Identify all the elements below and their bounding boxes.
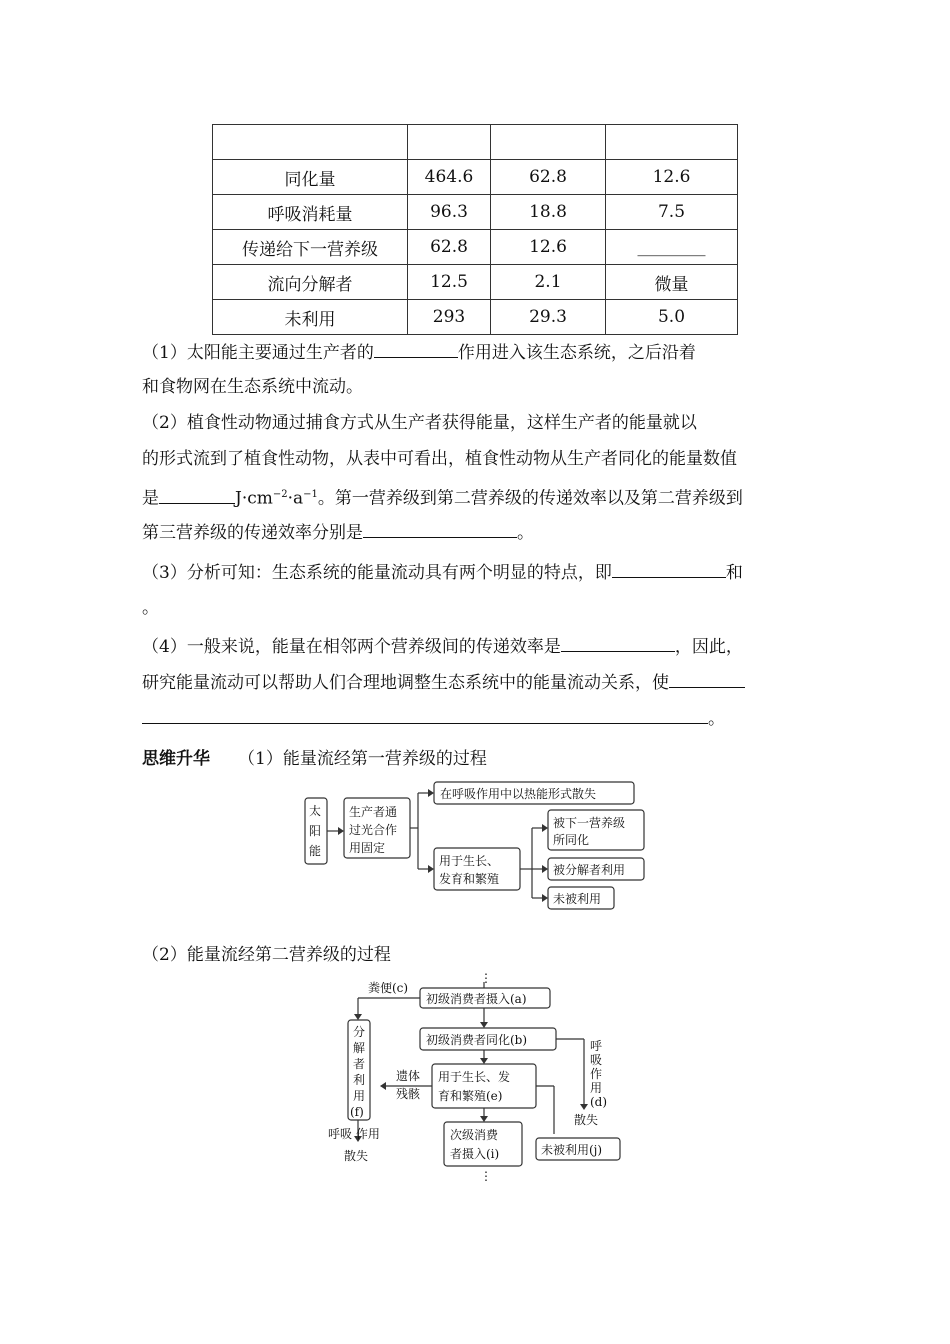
table-cell <box>606 125 738 160</box>
q2-unit-b: ·a <box>287 488 304 509</box>
table-cell <box>213 125 408 160</box>
table-cell: 293 <box>408 300 491 335</box>
question-4-line-1 <box>142 634 812 658</box>
answer-blank[interactable] <box>159 486 235 504</box>
question-4-line-2 <box>142 670 812 694</box>
answer-blank[interactable] <box>669 670 745 688</box>
q4-text-d: 。 <box>708 709 725 729</box>
resp-d-3: 作 <box>590 1067 603 1081</box>
table-cell: ________ <box>606 230 738 265</box>
decomp2-5: 用 <box>353 1089 366 1103</box>
respiration-label: 在呼吸作用中以热能形式散失 <box>440 787 597 801</box>
question-3-line-1 <box>142 560 812 584</box>
table-row <box>213 265 738 300</box>
summary-heading <box>142 744 487 769</box>
table-cell: 微量 <box>606 265 738 300</box>
feces-label: 粪便(c) <box>368 981 409 995</box>
q2-unit-exp2: −1 <box>303 489 318 500</box>
resp-d-1: 呼 <box>590 1039 603 1053</box>
energy-flow-table <box>212 124 738 335</box>
question-2-line-2 <box>142 448 812 470</box>
table-cell: 62.8 <box>491 160 606 195</box>
growth-label-1: 用于生长、 <box>439 854 500 868</box>
intake-label: 初级消费者摄入(a) <box>426 992 527 1006</box>
table-cell: 7.5 <box>606 195 738 230</box>
q2-text-c1: 是 <box>142 488 159 509</box>
q4-text-c: 研究能量流动可以帮助人们合理地调整生态系统中的能量流动关系，使 <box>142 673 669 693</box>
question-3-line-2 <box>142 596 812 619</box>
question-1-line-2 <box>142 376 812 398</box>
diagram-first-level <box>300 776 660 914</box>
question-2-line-3 <box>142 484 812 510</box>
diagram-second-level <box>322 968 622 1188</box>
lost-f-label: 散失 <box>344 1149 369 1163</box>
q3-text-b: 和 <box>725 563 743 583</box>
table-cell <box>491 125 606 160</box>
producer-label-2: 过光合作 <box>349 823 398 837</box>
remains-label-2: 残骸 <box>396 1087 421 1101</box>
growth2-label-1: 用于生长、发 <box>438 1070 511 1084</box>
q3-text-a: （3）分析可知：生态系统的能量流动具有两个明显的特点，即 <box>142 563 612 583</box>
summary-sub1: （1）能量流经第一营养级的过程 <box>238 749 487 769</box>
table-cell: 5.0 <box>606 300 738 335</box>
table-cell: 18.8 <box>491 195 606 230</box>
table-cell: 未利用 <box>213 300 408 335</box>
sun-label-2: 阳 <box>309 824 322 838</box>
table-cell: 呼吸消耗量 <box>213 195 408 230</box>
q3-text-c: 。 <box>142 598 159 618</box>
resp-f-label: 呼吸 作用 <box>328 1127 380 1141</box>
answer-blank[interactable] <box>561 634 675 652</box>
table-cell: 464.6 <box>408 160 491 195</box>
producer-label-1: 生产者通 <box>349 805 398 819</box>
unused-label: 未被利用 <box>553 892 602 906</box>
q1-text-a: （1）太阳能主要通过生产者的 <box>142 343 374 363</box>
answer-blank[interactable] <box>374 340 458 358</box>
table-cell <box>408 125 491 160</box>
q4-text-b: ，因此， <box>674 637 743 657</box>
table-cell: 2.1 <box>491 265 606 300</box>
decomp2-2: 解 <box>353 1041 366 1055</box>
table-cell: 62.8 <box>408 230 491 265</box>
q2-text-d2: 。 <box>517 523 534 543</box>
q1-text-b: 作用进入该生态系统，之后沿着 <box>457 343 696 363</box>
answer-blank[interactable] <box>142 706 708 724</box>
answer-blank[interactable] <box>612 560 726 578</box>
table-cell: 同化量 <box>213 160 408 195</box>
summary-sub2-text: （2）能量流经第二营养级的过程 <box>142 945 391 965</box>
table-cell: 12.6 <box>491 230 606 265</box>
table-cell: 12.5 <box>408 265 491 300</box>
next-level-label-1: 被下一营养级 <box>553 816 626 830</box>
question-1-line-1 <box>142 340 812 364</box>
decomp2-1: 分 <box>353 1025 366 1039</box>
dots-bottom: ⋮ <box>480 1169 492 1183</box>
secondary-label-2: 者摄入(i) <box>450 1147 500 1161</box>
decomp2-3: 者 <box>353 1057 366 1071</box>
resp-d-2: 吸 <box>590 1053 603 1067</box>
table-cell: 29.3 <box>491 300 606 335</box>
remains-label-1: 遗体 <box>396 1069 421 1083</box>
question-4-line-3 <box>142 706 812 730</box>
table-row <box>213 195 738 230</box>
sun-label-3: 能 <box>309 844 322 858</box>
growth2-label-2: 育和繁殖(e) <box>438 1089 503 1103</box>
table-header-row <box>213 125 738 160</box>
q1-text-c: 和食物网在生态系统中流动。 <box>142 377 363 397</box>
decomposer-label: 被分解者利用 <box>553 863 626 877</box>
lost-d-label: 散失 <box>574 1113 599 1127</box>
q2-text-d1: 第三营养级的传递效率分别是 <box>142 523 363 543</box>
assimilate-label: 初级消费者同化(b) <box>426 1033 528 1047</box>
table-cell: 12.6 <box>606 160 738 195</box>
dots-top: ⋮ <box>480 971 492 985</box>
secondary-label-1: 次级消费 <box>450 1128 499 1142</box>
q4-text-a: （4）一般来说，能量在相邻两个营养级间的传递效率是 <box>142 637 561 657</box>
q2-unit-a: J·cm <box>235 488 273 509</box>
unused2-label: 未被利用(j) <box>541 1143 603 1157</box>
q2-text-a: （2）植食性动物通过捕食方式从生产者获得能量，这样生产者的能量就以 <box>142 413 697 433</box>
table-row <box>213 160 738 195</box>
decomp2-6: (f) <box>350 1105 364 1119</box>
table-cell: 传递给下一营养级 <box>213 230 408 265</box>
table-row <box>213 300 738 335</box>
sun-label-1: 太 <box>309 804 322 818</box>
summary-sub2 <box>142 940 391 965</box>
q2-text-b: 的形式流到了植食性动物，从表中可看出，植食性动物从生产者同化的能量数值 <box>142 449 737 469</box>
q2-unit-exp1: −2 <box>272 489 288 500</box>
resp-d-4: 用 <box>590 1081 603 1095</box>
question-2-line-1 <box>142 412 812 434</box>
table-cell: 96.3 <box>408 195 491 230</box>
answer-blank[interactable] <box>363 520 517 538</box>
decomp2-4: 利 <box>353 1073 366 1087</box>
q2-text-c4: 。第一营养级到第二营养级的传递效率以及第二营养级到 <box>317 488 743 509</box>
summary-title: 思维升华 <box>142 749 210 769</box>
table-row <box>213 230 738 265</box>
question-2-line-4 <box>142 520 812 544</box>
growth-label-2: 发育和繁殖 <box>439 872 500 886</box>
producer-label-3: 用固定 <box>349 841 386 855</box>
table-cell: 流向分解者 <box>213 265 408 300</box>
next-level-label-2: 所同化 <box>553 833 590 847</box>
resp-d-5: (d) <box>590 1095 608 1109</box>
